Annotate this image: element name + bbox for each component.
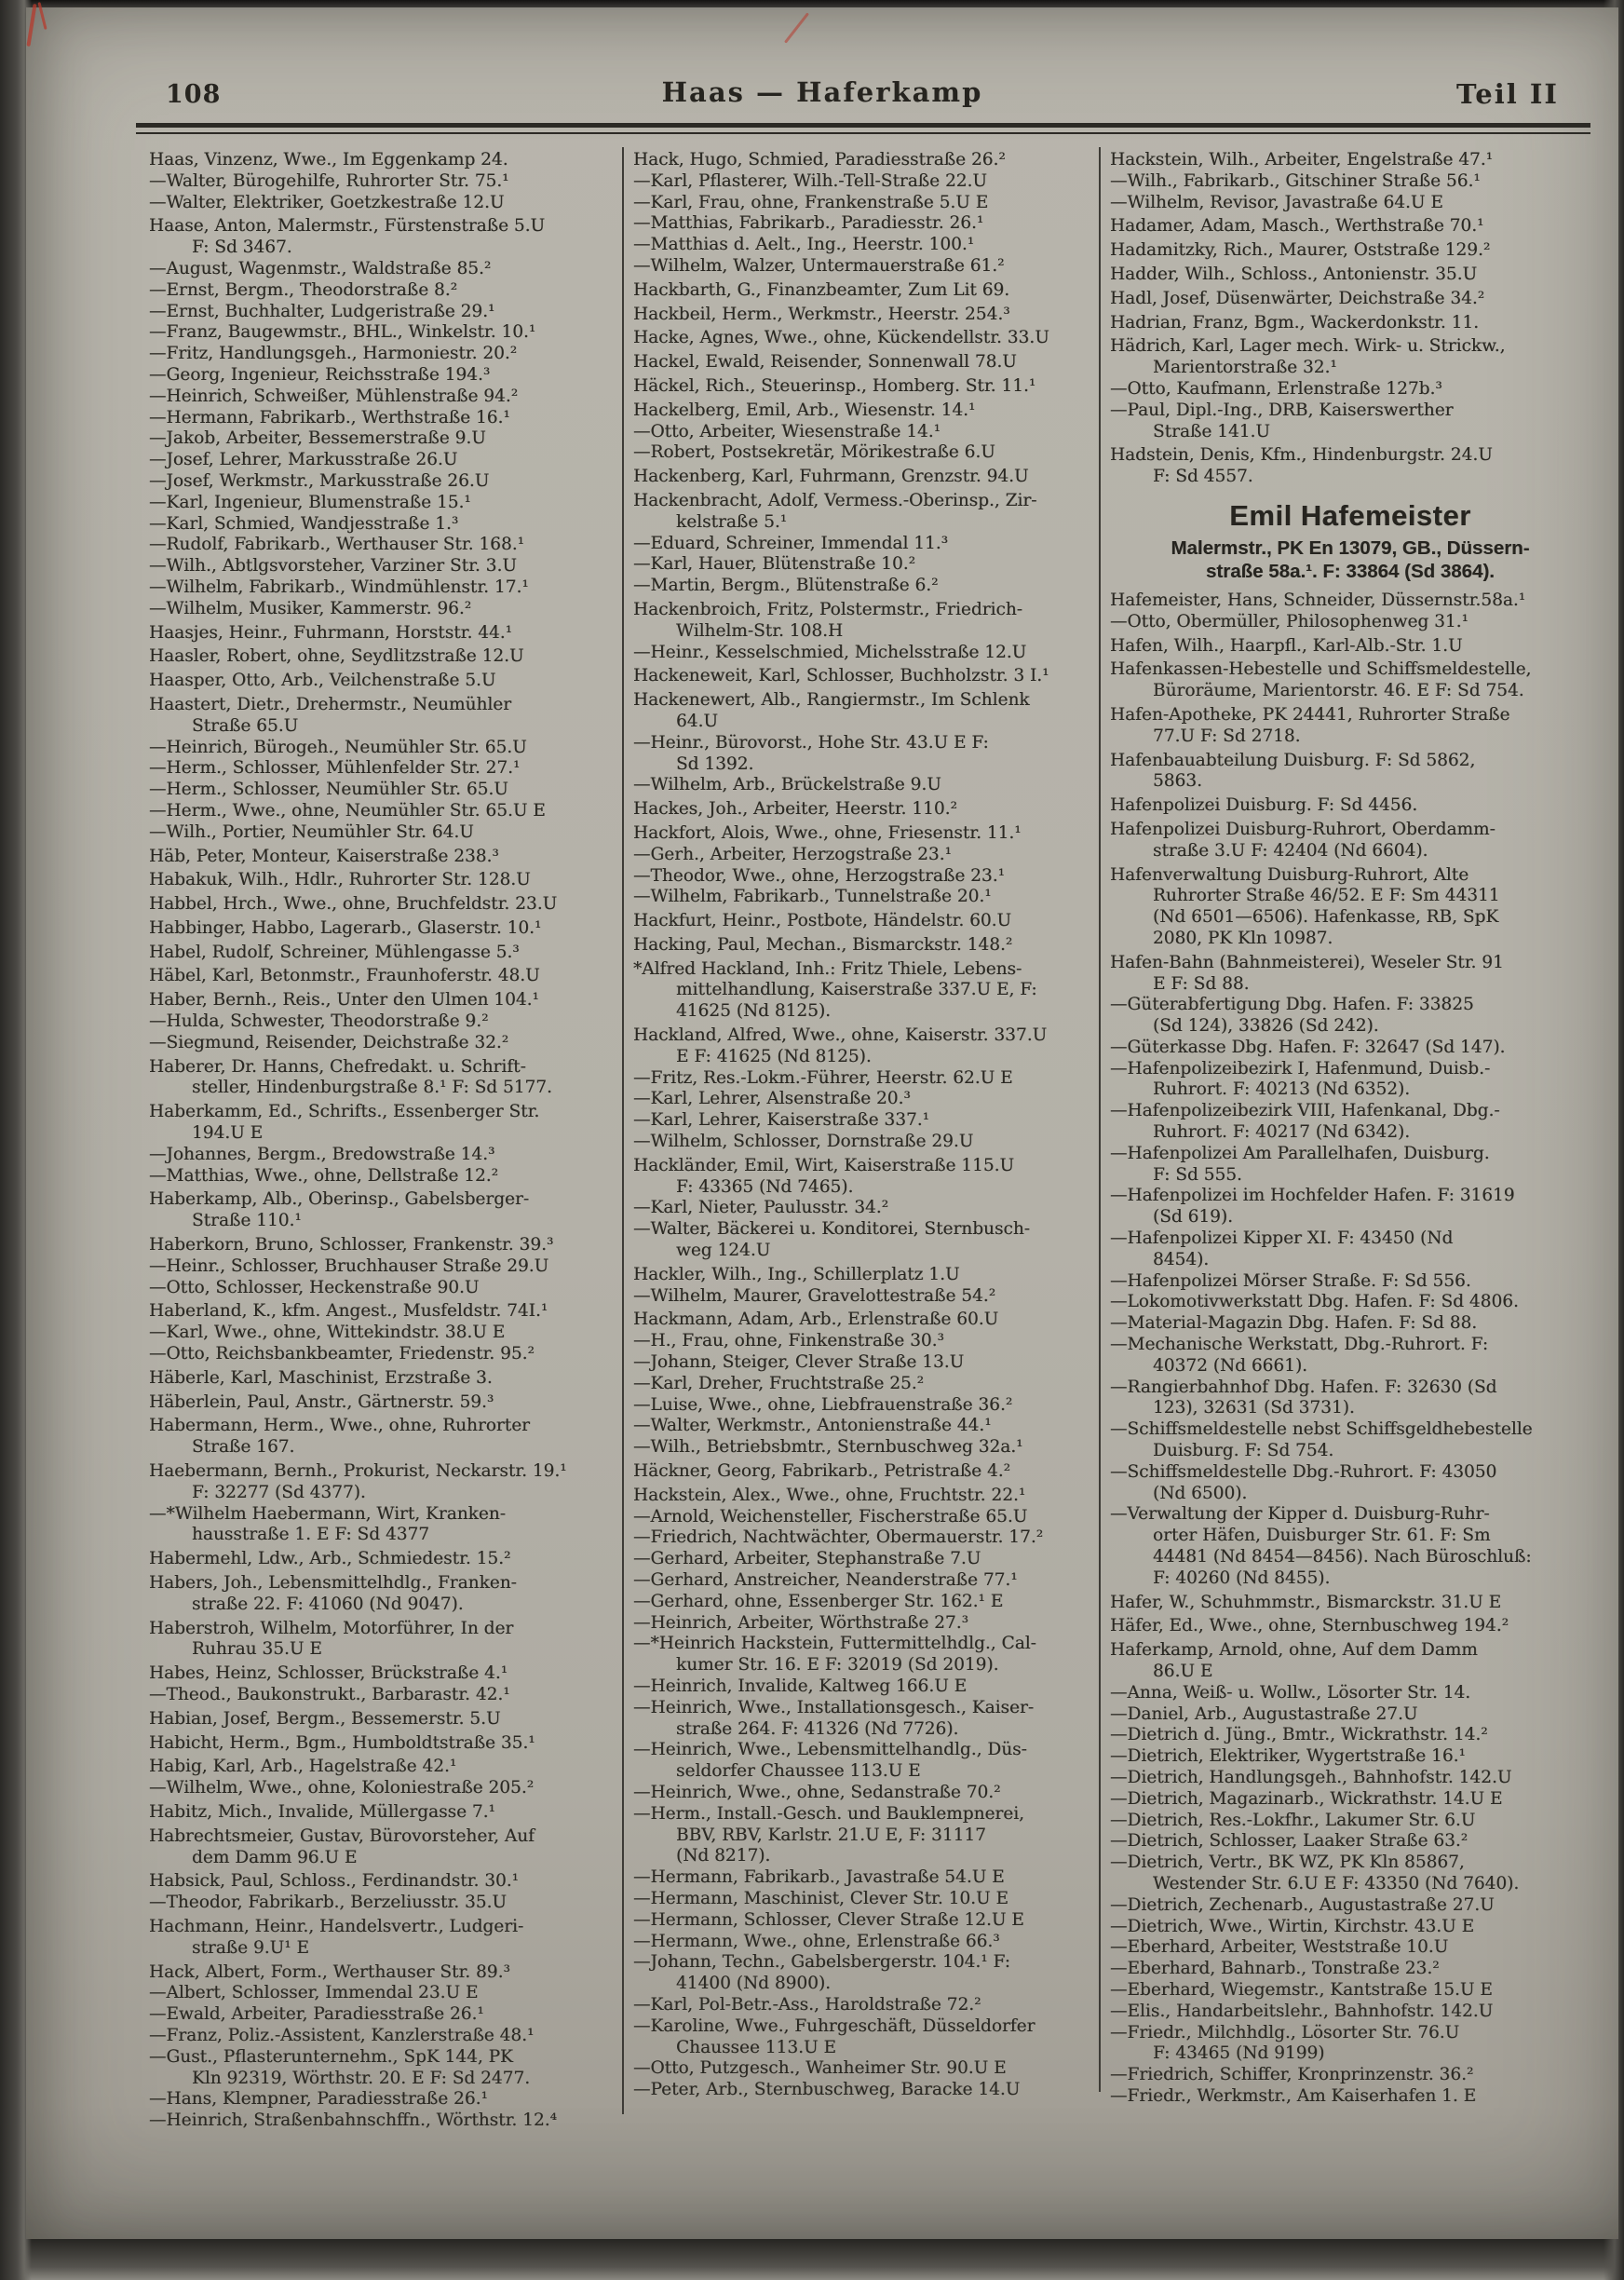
directory-line: straße 9.U¹ E xyxy=(192,1937,310,1958)
directory-line: —Karl, Schmied, Wandjesstraße 1.³ xyxy=(149,513,459,534)
directory-line: Habicht, Herm., Bgm., Humboldtstraße 35.¹ xyxy=(149,1732,535,1753)
directory-line: F: 32277 (Sd 4377). xyxy=(192,1482,366,1502)
directory-line: —Luise, Wwe., ohne, Liebfrauenstraße 36.² xyxy=(633,1394,1013,1415)
directory-line: F: 43465 (Nd 9199) xyxy=(1153,2043,1325,2064)
directory-line: —Hulda, Schwester, Theodorstraße 9.² xyxy=(149,1011,489,1032)
directory-line: seldorfer Chaussee 113.U E xyxy=(676,1761,921,1782)
directory-line: Hackenbracht, Adolf, Vermess.-Oberinsp., Zir- xyxy=(633,490,1037,510)
directory-line: Hackfurt, Heinr., Postbote, Händelstr. 60.U xyxy=(633,911,1012,931)
directory-line: —Johannes, Bergm., Bredowstraße 14.³ xyxy=(149,1144,495,1164)
directory-line: —Matthias, Wwe., ohne, Dellstraße 12.² xyxy=(149,1165,499,1186)
directory-line: Häberlein, Paul, Anstr., Gärtnerstr. 59.³ xyxy=(149,1391,494,1412)
column-divider xyxy=(1099,147,1101,2092)
part-label: Teil II xyxy=(1456,78,1559,110)
directory-line: Haasler, Robert, ohne, Seydlitzstraße 12.U xyxy=(149,646,524,667)
directory-line: Hadamitzky, Rich., Maurer, Oststraße 129.² xyxy=(1110,240,1491,261)
directory-line: Haferkamp, Arnold, ohne, Auf dem Damm xyxy=(1110,1640,1478,1661)
directory-line: —Wilhelm, Fabrikarb., Windmühlenstr. 17.¹ xyxy=(149,577,529,597)
directory-line: —Heinrich, Bürogeh., Neumühler Str. 65.U xyxy=(149,737,527,757)
directory-line: Haasper, Otto, Arb., Veilchenstraße 5.U xyxy=(149,671,496,691)
directory-line: —Karl, Lehrer, Kaiserstraße 337.¹ xyxy=(633,1110,930,1131)
directory-line: Straße 65.U xyxy=(192,715,299,736)
directory-line: —Heinr., Bürovorst., Hohe Str. 43.U E F: xyxy=(633,732,989,753)
directory-line: —Wilh., Abtlgsvorsteher, Varziner Str. 3.U xyxy=(149,556,517,577)
directory-line: Häbel, Karl, Betonmstr., Fraunhoferstr. 48.U xyxy=(149,966,540,986)
directory-line: —Eberhard, Wiegemstr., Kantstraße 15.U E xyxy=(1110,1979,1493,2000)
directory-line: —Gerh., Arbeiter, Herzogstraße 23.¹ xyxy=(633,844,952,864)
directory-line: —*Heinrich Hackstein, Futtermittelhdlg., Cal- xyxy=(633,1634,1036,1654)
directory-line: —Dietrich, Vertr., BK WZ, PK Kln 85867, xyxy=(1110,1852,1465,1873)
directory-line: Hafenpolizei Duisburg. F: Sd 4456. xyxy=(1110,795,1418,816)
directory-column-2 xyxy=(633,147,1095,2101)
directory-line: hausstraße 1. E F: Sd 4377 xyxy=(192,1525,430,1545)
directory-line: Hackelberg, Emil, Arb., Wiesenstr. 14.¹ xyxy=(633,400,976,420)
directory-line: —Herm., Schlosser, Mühlenfelder Str. 27.¹ xyxy=(149,758,521,779)
directory-line: Haberland, K., kfm. Angest., Musfeldstr. 74I.¹ xyxy=(149,1301,548,1322)
directory-line: —Friedrich, Nachtwächter, Obermauerstr. 17.² xyxy=(633,1527,1044,1548)
running-head-title: Haas — Haferkamp xyxy=(661,76,983,108)
directory-line: —Otto, Putzgesch., Wanheimer Str. 90.U E xyxy=(633,2058,1007,2079)
directory-line: Straße 110.¹ xyxy=(192,1211,302,1231)
directory-line: Häfer, Ed., Wwe., ohne, Sternbuschweg 194.² xyxy=(1110,1616,1509,1636)
directory-line: —Karl, Pol-Betr.-Ass., Haroldstraße 72.² xyxy=(633,1994,981,2015)
directory-line: Hackes, Joh., Arbeiter, Heerstr. 110.² xyxy=(633,799,957,820)
directory-line: orter Häfen, Duisburger Str. 61. F: Sm xyxy=(1153,1526,1491,1546)
directory-line: —Güterabfertigung Dbg. Hafen. F: 33825 xyxy=(1110,995,1474,1015)
directory-line: —Rangierbahnhof Dbg. Hafen. F: 32630 (Sd xyxy=(1110,1377,1497,1397)
directory-line: —Wilh., Portier, Neumühler Str. 64.U xyxy=(149,821,474,842)
directory-line: kumer Str. 16. E F: 32019 (Sd 2019). xyxy=(676,1655,999,1676)
directory-line: —Dietrich, Elektriker, Wygertstraße 16.¹ xyxy=(1110,1746,1466,1767)
directory-line: Haebermann, Bernh., Prokurist, Neckarstr. 19.¹ xyxy=(149,1461,567,1482)
directory-line: —Herm., Install.-Gesch. und Bauklempnerei, xyxy=(633,1803,1025,1824)
column-divider xyxy=(622,147,624,2114)
directory-line: Habakuk, Wilh., Hdlr., Ruhrorter Str. 128.U xyxy=(149,870,531,890)
directory-line: —Hafenpolizeibezirk I, Hafenmund, Duisb.- xyxy=(1110,1058,1491,1079)
directory-line: —Otto, Obermüller, Philosophenweg 31.¹ xyxy=(1110,611,1468,631)
paper-page xyxy=(26,7,1618,2239)
directory-line: F: 40260 (Nd 8455). xyxy=(1153,1568,1331,1588)
directory-line: mittelhandlung, Kaiserstraße 337.U E, F: xyxy=(676,980,1037,1000)
directory-line: Hafen-Apotheke, PK 24441, Ruhrorter Straße xyxy=(1110,704,1510,725)
directory-line: —Wilh., Fabrikarb., Gitschiner Straße 56.¹ xyxy=(1110,170,1481,191)
directory-line: —Herm., Schlosser, Neumühler Str. 65.U xyxy=(149,780,508,800)
directory-line: —Gerhard, ohne, Essenberger Str. 162.¹ E xyxy=(633,1591,1004,1611)
directory-line: Hadder, Wilh., Schloss., Antonienstr. 35.U xyxy=(1110,264,1478,284)
directory-line: Hacke, Agnes, Wwe., ohne, Kückendellstr. 33.U xyxy=(633,328,1049,348)
directory-line: Haberkamp, Alb., Oberinsp., Gabelsberger- xyxy=(149,1189,530,1210)
directory-line: —Josef, Lehrer, Markusstraße 26.U xyxy=(149,450,458,470)
directory-line: —Mechanische Werkstatt, Dbg.-Ruhrort. F: xyxy=(1110,1335,1489,1355)
directory-line: —Siegmund, Reisender, Deichstraße 32.² xyxy=(149,1032,509,1052)
directory-line: (Sd 124), 33826 (Sd 242). xyxy=(1153,1016,1379,1037)
directory-line: Hackland, Alfred, Wwe., ohne, Kaiserstr. 337.U xyxy=(633,1025,1048,1046)
directory-line: —Dietrich, Res.-Lokfhr., Lakumer Str. 6.U xyxy=(1110,1810,1476,1830)
directory-line: —Hermann, Schlosser, Clever Straße 12.U E xyxy=(633,1909,1024,1930)
directory-line: Habermehl, Ldw., Arb., Schmiedestr. 15.² xyxy=(149,1549,511,1569)
directory-line: Hackstein, Alex., Wwe., ohne, Fruchtstr. 22.¹ xyxy=(633,1485,1026,1505)
directory-line: —Matthias d. Aelt., Ing., Heerstr. 100.¹ xyxy=(633,235,975,255)
directory-line: *Alfred Hackland, Inh.: Fritz Thiele, Lebens- xyxy=(633,958,1022,979)
directory-line: Kln 92319, Wörthstr. 20. E F: Sd 2477. xyxy=(192,2068,531,2088)
directory-line: kelstraße 5.¹ xyxy=(676,511,788,532)
directory-line: —Güterkasse Dbg. Hafen. F: 32647 (Sd 147). xyxy=(1110,1037,1506,1057)
directory-line: —Franz, Baugewmstr., BHL., Winkelstr. 10.¹ xyxy=(149,322,536,343)
directory-line: —Hafenpolizei Am Parallelhafen, Duisburg. xyxy=(1110,1143,1490,1163)
directory-line: —Arnold, Weichensteller, Fischerstraße 65.U xyxy=(633,1506,1028,1527)
directory-line: (Nd 6500). xyxy=(1153,1483,1248,1503)
directory-line: 40372 (Nd 6661). xyxy=(1153,1355,1308,1376)
page-number: 108 xyxy=(166,80,222,109)
directory-line: Habes, Heinz, Schlosser, Brückstraße 4.¹ xyxy=(149,1663,508,1684)
directory-line: —Heinrich, Invalide, Kaltweg 166.U E xyxy=(633,1676,968,1696)
directory-line: —Gerhard, Arbeiter, Stephanstraße 7.U xyxy=(633,1549,981,1569)
directory-line: —Karl, Ingenieur, Blumenstraße 15.¹ xyxy=(149,492,471,512)
directory-line: Hackstein, Wilh., Arbeiter, Engelstraße 47.¹ xyxy=(1110,150,1494,170)
directory-line: Hadl, Josef, Düsenwärter, Deichstraße 34.² xyxy=(1110,288,1485,308)
directory-line: Hafenpolizei Duisburg-Ruhrort, Oberdamm- xyxy=(1110,819,1495,839)
directory-line: Haber, Bernh., Reis., Unter den Ulmen 104.¹ xyxy=(149,990,539,1011)
directory-line: —Eduard, Schreiner, Immendal 11.³ xyxy=(633,533,949,553)
directory-line: Hackenewert, Alb., Rangiermstr., Im Schlenk xyxy=(633,690,1030,711)
directory-line: —Herm., Wwe., ohne, Neumühler Str. 65.U E xyxy=(149,800,546,821)
directory-line: Haberer, Dr. Hanns, Chefredakt. u. Schrift- xyxy=(149,1056,526,1077)
directory-line: Hadrian, Franz, Bgm., Wackerdonkstr. 11. xyxy=(1110,312,1480,332)
directory-line: —Walter, Bürogehilfe, Ruhrorter Str. 75.¹ xyxy=(149,170,509,191)
directory-line: —Albert, Schlosser, Immendal 23.U E xyxy=(149,1983,479,2003)
directory-line: —Heinrich, Wwe., Lebensmittelhandlg., Düs- xyxy=(633,1740,1027,1760)
directory-line: —Walter, Elektriker, Goetzkestraße 12.U xyxy=(149,192,505,212)
directory-line: —Otto, Schlosser, Heckenstraße 90.U xyxy=(149,1277,480,1297)
directory-line: Habrechtsmeier, Gustav, Bürovorsteher, Auf xyxy=(149,1825,535,1846)
directory-line: Hack, Hugo, Schmied, Paradiesstraße 26.² xyxy=(633,150,1006,170)
directory-line: Hackenberg, Karl, Fuhrmann, Grenzstr. 94.U xyxy=(633,467,1029,487)
directory-line: Wilhelm-Str. 108.H xyxy=(676,620,844,641)
directory-line: 41625 (Nd 8125). xyxy=(676,1001,832,1022)
advert-line: Malermstr., PK En 13079, GB., Düssern- xyxy=(1171,536,1530,559)
directory-line: Haas, Vinzenz, Wwe., Im Eggenkamp 24. xyxy=(149,150,508,170)
directory-line: —Georg, Ingenieur, Reichsstraße 194.³ xyxy=(149,364,491,385)
directory-line: weg 124.U xyxy=(676,1241,771,1261)
directory-line: Hacking, Paul, Mechan., Bismarckstr. 148.² xyxy=(633,934,1013,955)
directory-line: —Dietrich d. Jüng., Bmtr., Wickrathstr. 14.² xyxy=(1110,1725,1488,1745)
directory-line: Habsick, Paul, Schloss., Ferdinandstr. 30.¹ xyxy=(149,1871,520,1892)
directory-line: —Otto, Arbeiter, Wiesenstraße 14.¹ xyxy=(633,421,941,441)
directory-line: —Heinrich, Schweißer, Mühlenstraße 94.² xyxy=(149,386,519,406)
directory-line: —Karl, Hauer, Blütenstraße 10.² xyxy=(633,554,916,575)
directory-line: —Lokomotivwerkstatt Dbg. Hafen. F: Sd 4806. xyxy=(1110,1292,1519,1312)
directory-line: 123), 32631 (Sd 3731). xyxy=(1153,1398,1355,1418)
directory-line: Habel, Rudolf, Schreiner, Mühlengasse 5.³ xyxy=(149,942,520,962)
directory-line: —Heinr., Schlosser, Bruchhauser Straße 29.U xyxy=(149,1255,549,1276)
directory-line: F: Sd 4557. xyxy=(1153,467,1253,487)
directory-line: Häckel, Rich., Steuerinsp., Homberg. Str. 11.¹ xyxy=(633,375,1036,396)
directory-line: 2080, PK Kln 10987. xyxy=(1153,928,1333,948)
directory-line: Habbel, Hrch., Wwe., ohne, Bruchfeldstr. 23.U xyxy=(149,894,558,915)
directory-line: —Heinr., Kesselschmied, Michelsstraße 12.U xyxy=(633,642,1027,662)
directory-line: —Heinrich, Wwe., Installationsgesch., Kaiser- xyxy=(633,1697,1035,1717)
red-pen-mark xyxy=(26,4,36,47)
advert-name: Emil Hafemeister xyxy=(1229,498,1471,532)
directory-line: Habitz, Mich., Invalide, Müllergasse 7.¹ xyxy=(149,1801,495,1822)
directory-line: —Theodor, Wwe., ohne, Herzogstraße 23.¹ xyxy=(633,865,1005,886)
directory-line: F: Sd 3467. xyxy=(192,238,292,258)
directory-line: —Schiffsmeldestelle Dbg.-Ruhrort. F: 43050 xyxy=(1110,1461,1497,1482)
directory-line: —Hafenpolizei Mörser Straße. F: Sd 556. xyxy=(1110,1270,1471,1291)
directory-line: Habian, Josef, Bergm., Bessemerstr. 5.U xyxy=(149,1708,501,1729)
directory-line: —Schiffsmeldestelle nebst Schiffsgeldhebestelle xyxy=(1110,1419,1533,1440)
directory-line: (Sd 619). xyxy=(1153,1207,1234,1228)
directory-line: —Dietrich, Handlungsgeh., Bahnhofstr. 142.U xyxy=(1110,1767,1512,1787)
directory-line: —Dietrich, Wwe., Wirtin, Kirchstr. 43.U E xyxy=(1110,1916,1475,1936)
directory-line: 86.U E xyxy=(1153,1662,1213,1681)
directory-line: —Wilhelm, Arb., Brückelstraße 9.U xyxy=(633,775,941,795)
directory-line: —Heinrich, Straßenbahnschffn., Wörthstr. 12.⁴ xyxy=(149,2110,558,2131)
directory-line: Haasjes, Heinr., Fuhrmann, Horststr. 44.¹ xyxy=(149,622,513,643)
directory-line: —Walter, Werkmstr., Antonienstraße 44.¹ xyxy=(633,1416,992,1436)
directory-line: 194.U E xyxy=(192,1123,264,1144)
directory-line: —Karoline, Wwe., Fuhrgeschäft, Düsseldorfer xyxy=(633,2015,1035,2036)
directory-line: straße 264. F: 41326 (Nd 7726). xyxy=(676,1718,959,1739)
directory-line: —Verwaltung der Kipper d. Duisburg-Ruhr- xyxy=(1110,1504,1490,1525)
directory-line: —Fritz, Handlungsgeh., Harmoniestr. 20.² xyxy=(149,344,518,364)
directory-line: —Otto, Kaufmann, Erlenstraße 127b.³ xyxy=(1110,378,1442,399)
directory-line: Straße 141.U xyxy=(1153,421,1270,441)
directory-line: —Hans, Klempner, Paradiesstraße 26.¹ xyxy=(149,2089,488,2110)
directory-line: —Heinrich, Arbeiter, Wörthstraße 27.³ xyxy=(633,1612,968,1633)
advert-line: straße 58a.¹. F: 33864 (Sd 3864). xyxy=(1206,560,1495,582)
directory-line: —Dietrich, Zechenarb., Augustastraße 27.U xyxy=(1110,1894,1495,1915)
directory-line: —Fritz, Res.-Lokm.-Führer, Heerstr. 62.U E xyxy=(633,1067,1013,1088)
directory-line: straße 3.U F: 42404 (Nd 6604). xyxy=(1153,840,1428,861)
directory-line: Hafemeister, Hans, Schneider, Düssernstr.58a.¹ xyxy=(1110,590,1526,610)
directory-line: Haberstroh, Wilhelm, Motorführer, In der xyxy=(149,1618,514,1638)
directory-line: —Wilh., Betriebsbmtr., Sternbuschweg 32a.¹ xyxy=(633,1437,1023,1458)
directory-line: 44481 (Nd 8454—8456). Nach Büroschluß: xyxy=(1153,1547,1532,1568)
directory-line: —Dietrich, Magazinarb., Wickrathstr. 14.U E xyxy=(1110,1788,1503,1809)
directory-line: Hachmann, Heinr., Handelsvertr., Ludgeri- xyxy=(149,1916,524,1936)
directory-line: —Karl, Frau, ohne, Frankenstraße 5.U E xyxy=(633,192,989,212)
directory-line: Hafenbauabteilung Duisburg. F: Sd 5862, xyxy=(1110,750,1476,770)
directory-line: Hädrich, Karl, Lager mech. Wirk- u. Strickw., xyxy=(1110,336,1506,357)
directory-line: —Daniel, Arb., Augustastraße 27.U xyxy=(1110,1703,1418,1724)
directory-line: —Wilhelm, Revisor, Javastraße 64.U E xyxy=(1110,192,1443,212)
directory-line: —Hafenpolizeibezirk VIII, Hafenkanal, Dbg.- xyxy=(1110,1101,1500,1121)
directory-line: steller, Hindenburgstraße 8.¹ F: Sd 5177. xyxy=(192,1078,552,1098)
directory-line: —Johann, Techn., Gabelsbergerstr. 104.¹ F: xyxy=(633,1952,1010,1973)
directory-line: Ruhrort. F: 40217 (Nd 6342). xyxy=(1153,1122,1411,1143)
directory-line: Haberkorn, Bruno, Schlosser, Frankenstr. 39.³ xyxy=(149,1235,554,1255)
directory-line: —Walter, Bäckerei u. Konditorei, Sternbusch- xyxy=(633,1219,1030,1240)
directory-line: Habig, Karl, Arb., Hagelstraße 42.¹ xyxy=(149,1757,457,1777)
directory-line: Häberle, Karl, Maschinist, Erzstraße 3. xyxy=(149,1367,493,1388)
directory-line: —Wilhelm, Wwe., ohne, Koloniestraße 205.² xyxy=(149,1778,535,1798)
directory-line: —Friedrich, Schiffer, Kronprinzenstr. 36.² xyxy=(1110,2065,1474,2085)
directory-line: —Eberhard, Arbeiter, Weststraße 10.U xyxy=(1110,1937,1449,1958)
directory-line: —Karl, Pflasterer, Wilh.-Tell-Straße 22.U xyxy=(633,170,987,191)
directory-line: BBV, RBV, Karlstr. 21.U E, F: 31117 xyxy=(676,1825,986,1845)
directory-line: —Josef, Werkmstr., Markusstraße 26.U xyxy=(149,470,490,491)
directory-line: Hackfort, Alois, Wwe., ohne, Friesenstr. 11.¹ xyxy=(633,822,1022,843)
directory-line: —H., Frau, ohne, Finkenstraße 30.³ xyxy=(633,1331,944,1351)
directory-line: 5863. xyxy=(1153,771,1202,792)
directory-line: —Wilhelm, Musiker, Kammerstr. 96.² xyxy=(149,598,472,618)
directory-line: dem Damm 96.U E xyxy=(192,1847,358,1867)
directory-line: —Robert, Postsekretär, Mörikestraße 6.U xyxy=(633,442,995,463)
directory-line: —Wilhelm, Fabrikarb., Tunnelstraße 20.¹ xyxy=(633,887,992,907)
directory-line: Straße 167. xyxy=(192,1437,295,1458)
directory-line: Hafen, Wilh., Haarpfl., Karl-Alb.-Str. 1.U xyxy=(1110,635,1463,656)
directory-line: Chaussee 113.U E xyxy=(676,2037,836,2057)
directory-line: —Hermann, Maschinist, Clever Str. 10.U E xyxy=(633,1888,1008,1908)
directory-line: —Wilhelm, Maurer, Gravelottestraße 54.² xyxy=(633,1285,996,1306)
header-double-rule xyxy=(136,123,1590,134)
directory-line: F: 43365 (Nd 7465). xyxy=(676,1176,854,1197)
directory-line: —Theod., Baukonstrukt., Barbarastr. 42.¹ xyxy=(149,1684,510,1704)
directory-line: —August, Wagenmstr., Waldstraße 85.² xyxy=(149,258,492,278)
directory-line: Ruhrort. F: 40213 (Nd 6352). xyxy=(1153,1079,1411,1100)
directory-line: Hackmann, Adam, Arb., Erlenstraße 60.U xyxy=(633,1310,999,1330)
directory-line: 77.U F: Sd 2718. xyxy=(1153,726,1301,746)
directory-line: —Gust., Pflasterunternehm., SpK 144, PK xyxy=(149,2046,513,2067)
directory-line: Ruhrau 35.U E xyxy=(192,1639,322,1660)
directory-line: 64.U xyxy=(676,711,719,731)
directory-line: —Karl, Dreher, Fruchtstraße 25.² xyxy=(633,1373,925,1393)
directory-line: —Gerhard, Anstreicher, Neanderstraße 77.¹ xyxy=(633,1570,1018,1590)
directory-line: E F: Sd 88. xyxy=(1153,973,1250,994)
directory-line: Haastert, Dietr., Drehermstr., Neumühler xyxy=(149,694,512,714)
directory-line: —Jakob, Arbeiter, Bessemerstraße 9.U xyxy=(149,428,486,449)
directory-line: Duisburg. F: Sd 754. xyxy=(1153,1441,1334,1461)
directory-line: —Karl, Wwe., ohne, Wittekindstr. 38.U E xyxy=(149,1323,506,1343)
directory-line: F: Sd 555. xyxy=(1153,1164,1242,1185)
directory-line: (Nd 6501—6506). Hafenkasse, RB, SpK xyxy=(1153,907,1499,928)
directory-line: —Material-Magazin Dbg. Hafen. F: Sd 88. xyxy=(1110,1313,1478,1334)
directory-line: 41400 (Nd 8900). xyxy=(676,1974,832,1994)
directory-line: —Matthias, Fabrikarb., Paradiesstr. 26.¹ xyxy=(633,213,984,234)
directory-line: (Nd 8217). xyxy=(676,1846,771,1866)
directory-line: —Karl, Lehrer, Alsenstraße 20.³ xyxy=(633,1089,911,1109)
directory-line: —Hermann, Fabrikarb., Javastraße 54.U E xyxy=(633,1867,1005,1888)
directory-line: —Wilhelm, Walzer, Untermauerstraße 61.² xyxy=(633,255,1005,276)
directory-line: —Hermann, Fabrikarb., Werthstraße 16.¹ xyxy=(149,407,510,428)
directory-line: —Wilhelm, Schlosser, Dornstraße 29.U xyxy=(633,1132,974,1152)
directory-line: —Heinrich, Wwe., ohne, Sedanstraße 70.² xyxy=(633,1782,1001,1802)
directory-line: Häckner, Georg, Fabrikarb., Petristraße 4.² xyxy=(633,1461,1011,1482)
directory-line: Hafen-Bahn (Bahnmeisterei), Weseler Str. 91 xyxy=(1110,952,1504,972)
directory-line: Ruhrorter Straße 46/52. E F: Sm 44311 xyxy=(1153,886,1500,906)
directory-line: Hadstein, Denis, Kfm., Hindenburgstr. 24.U xyxy=(1110,445,1493,466)
directory-line: —Paul, Dipl.-Ing., DRB, Kaiserswerther xyxy=(1110,400,1454,420)
directory-line: —Ernst, Buchhalter, Ludgeristraße 29.¹ xyxy=(149,301,495,321)
directory-line: Westender Str. 6.U E F: 43350 (Nd 7640). xyxy=(1153,1873,1520,1893)
directory-line: —Otto, Reichsbankbeamter, Friedenstr. 95.² xyxy=(149,1344,535,1364)
directory-line: —Dietrich, Schlosser, Laaker Straße 63.² xyxy=(1110,1831,1468,1852)
directory-line: —Rudolf, Fabrikarb., Werthauser Str. 168.¹ xyxy=(149,535,525,555)
directory-line: —Hafenpolizei Kipper XI. F: 43450 (Nd xyxy=(1110,1228,1454,1249)
directory-line: —Theodor, Fabrikarb., Berzeliusstr. 35.U xyxy=(149,1893,508,1913)
directory-line: Hafenkassen-Hebestelle und Schiffsmeldestelle, xyxy=(1110,659,1532,680)
directory-line: —Friedr., Werkmstr., Am Kaiserhafen 1. E xyxy=(1110,2085,1477,2106)
directory-line: 8454). xyxy=(1153,1249,1210,1269)
directory-line: Hafer, W., Schuhmmstr., Bismarckstr. 31.U E xyxy=(1110,1592,1502,1612)
directory-line: —Eberhard, Bahnarb., Tonstraße 23.² xyxy=(1110,1959,1440,1979)
directory-line: —Karl, Nieter, Paulusstr. 34.² xyxy=(633,1198,889,1218)
directory-column-1 xyxy=(149,147,619,2132)
directory-line: —Hafenpolizei im Hochfelder Hafen. F: 31619 xyxy=(1110,1186,1515,1206)
red-pen-mark xyxy=(784,12,809,43)
directory-line: —Friedr., Milchhdlg., Lösorter Str. 76.U xyxy=(1110,2022,1460,2042)
directory-line: —Elis., Handarbeitslehr., Bahnhofstr. 142.U xyxy=(1110,2001,1494,2021)
directory-line: —Hermann, Wwe., ohne, Erlenstraße 66.³ xyxy=(633,1931,1000,1951)
directory-line: Hackbeil, Herm., Werkmstr., Heerstr. 254.³ xyxy=(633,304,1010,324)
directory-line: Marientorstraße 32.¹ xyxy=(1153,358,1337,378)
directory-line: straße 22. F: 41060 (Nd 9047). xyxy=(192,1594,464,1614)
directory-line: Hackler, Wilh., Ing., Schillerplatz 1.U xyxy=(633,1264,960,1284)
directory-line: Hack, Albert, Form., Werthauser Str. 89.³ xyxy=(149,1961,510,1982)
directory-line: —Franz, Poliz.-Assistent, Kanzlerstraße 48.¹ xyxy=(149,2025,535,2045)
directory-line: —*Wilhelm Haebermann, Wirt, Kranken- xyxy=(149,1503,506,1524)
directory-line: Sd 1392. xyxy=(676,753,754,774)
directory-line: Hackeneweit, Karl, Schlosser, Buchholzstr. 3 I.¹ xyxy=(633,666,1049,686)
directory-line: —Johann, Steiger, Clever Straße 13.U xyxy=(633,1352,965,1373)
directory-line: Haase, Anton, Malermstr., Fürstenstraße 5.U xyxy=(149,216,546,237)
directory-line: —Peter, Arb., Sternbuschweg, Baracke 14.U xyxy=(633,2080,1021,2100)
directory-line: Hackenbroich, Fritz, Polstermstr., Friedrich- xyxy=(633,599,1022,619)
directory-line: Hackländer, Emil, Wirt, Kaiserstraße 115.U xyxy=(633,1155,1015,1175)
directory-line: E F: 41625 (Nd 8125). xyxy=(676,1046,872,1066)
directory-line: Büroräume, Marientorstr. 46. E F: Sd 754. xyxy=(1153,681,1524,701)
directory-line: Habermann, Herm., Wwe., ohne, Ruhrorter xyxy=(149,1416,530,1436)
directory-line: Habers, Joh., Lebensmittelhdlg., Franken- xyxy=(149,1573,517,1593)
directory-line: —Anna, Weiß- u. Wollw., Lösorter Str. 14. xyxy=(1110,1682,1471,1703)
directory-column-3 xyxy=(1110,147,1590,2108)
directory-line: Häb, Peter, Monteur, Kaiserstraße 238.³ xyxy=(149,846,499,866)
directory-line: —Ernst, Bergm., Theodorstraße 8.² xyxy=(149,279,458,300)
directory-line: Hadamer, Adam, Masch., Werthstraße 70.¹ xyxy=(1110,216,1484,237)
directory-line: Habbinger, Habbo, Lagerarb., Glaserstr. 10.¹ xyxy=(149,917,542,938)
directory-line: —Ewald, Arbeiter, Paradiesstraße 26.¹ xyxy=(149,2004,484,2025)
directory-line: Hackel, Ewald, Reisender, Sonnenwall 78.U xyxy=(633,352,1017,373)
directory-line: Hafenverwaltung Duisburg-Ruhrort, Alte xyxy=(1110,864,1469,885)
directory-line: Haberkamm, Ed., Schrifts., Essenberger Str. xyxy=(149,1102,540,1122)
directory-line: —Martin, Bergm., Blütenstraße 6.² xyxy=(633,576,939,596)
directory-line: Hackbarth, G., Finanzbeamter, Zum Lit 69. xyxy=(633,279,1010,300)
